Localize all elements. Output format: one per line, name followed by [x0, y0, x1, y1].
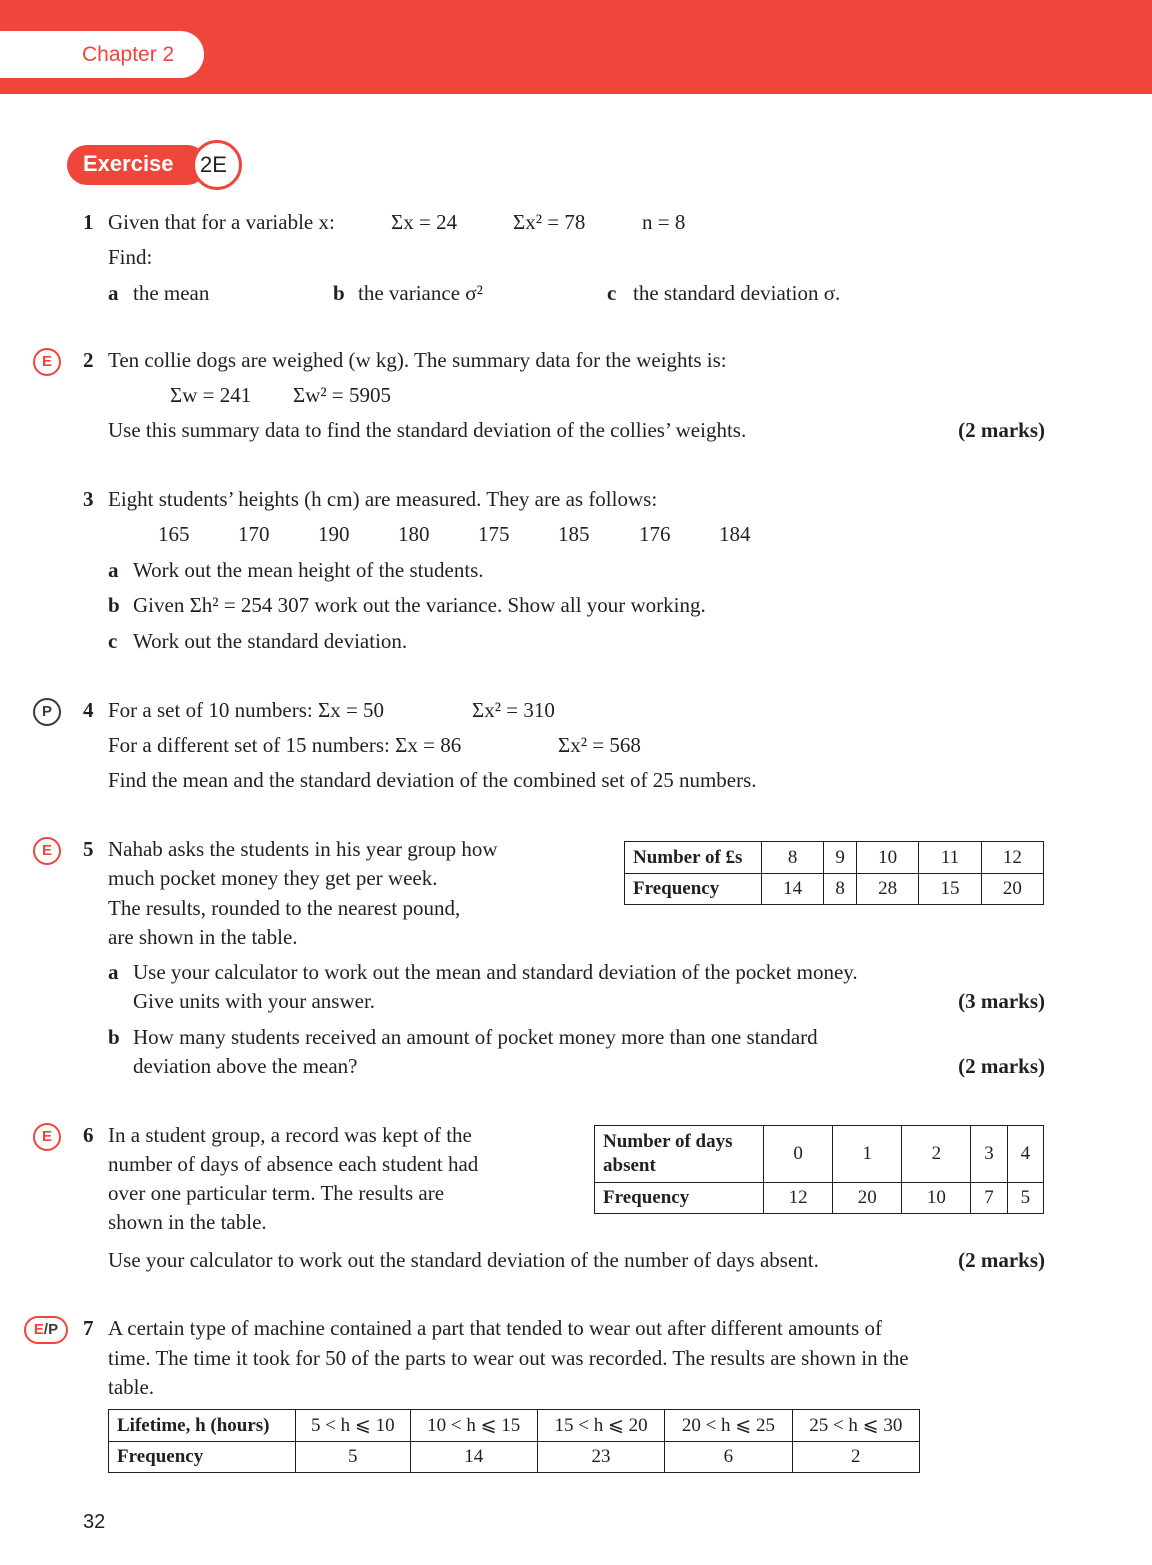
q1-part-b-letter: b — [333, 281, 345, 305]
q1-find: Find: — [108, 245, 153, 269]
q5-text-line: The results, rounded to the nearest pound, — [108, 896, 461, 920]
table-cell: 1 — [833, 1126, 902, 1183]
q4-line2: For a different set of 15 numbers: Σx = 86 — [108, 733, 462, 757]
q6-text-line: shown in the table. — [108, 1210, 267, 1234]
q6-text-line: In a student group, a record was kept of the — [108, 1123, 472, 1147]
q7-exam-problem-badge — [24, 1316, 68, 1344]
q2-line1: Ten collie dogs are weighed (w kg). The summary data for the weights is: — [108, 348, 727, 372]
table-cell: 28 — [857, 874, 919, 905]
q3-part-a-letter: a — [108, 558, 119, 582]
q6-line: Use your calculator to work out the standard deviation of the number of days absent. — [108, 1248, 819, 1272]
q3-part-a: Work out the mean height of the students. — [133, 558, 484, 582]
q2-marks: (2 marks) — [958, 418, 1045, 442]
table-header-cell: Frequency — [109, 1442, 296, 1473]
table-cell: 14 — [410, 1442, 537, 1473]
q5-number: 5 — [83, 837, 94, 861]
q6-absence-table — [594, 1125, 1044, 1214]
table-header-cell: Number of £s — [625, 842, 762, 874]
q1-part-c: the standard deviation σ. — [633, 281, 841, 305]
table-cell: 5 — [296, 1442, 411, 1473]
q6-text-line: number of days of absence each student had — [108, 1152, 479, 1176]
exercise-number: 2E — [200, 152, 227, 177]
q2-line3: Use this summary data to find the standard deviation of the collies’ weights. — [108, 418, 747, 442]
q3-height: 184 — [719, 522, 751, 546]
q5-text-line: Nahab asks the students in his year group how — [108, 837, 498, 861]
q2-sum-w2: Σw² = 5905 — [293, 383, 392, 407]
q7-text-line: A certain type of machine contained a part that tended to wear out after different amounts of — [108, 1316, 882, 1340]
q1-number: 1 — [83, 210, 94, 234]
q3-part-c: Work out the standard deviation. — [133, 629, 408, 653]
q7-badge-p: P — [48, 1321, 59, 1338]
q4-line2b: Σx² = 568 — [558, 733, 641, 757]
table-cell: 2 — [902, 1126, 971, 1183]
table-cell: 3 — [971, 1126, 1007, 1183]
q2-sum-w: Σw = 241 — [170, 383, 252, 407]
q6-exam-badge: E — [33, 1123, 61, 1151]
q1-sum-x2: Σx² = 78 — [513, 210, 586, 234]
q1-part-a-letter: a — [108, 281, 119, 305]
table-cell: 2 — [792, 1442, 919, 1473]
q3-line1: Eight students’ heights (h cm) are measured. They are as follows: — [108, 487, 658, 511]
table-cell: 12 — [981, 842, 1043, 874]
table-cell: 5 — [1007, 1183, 1043, 1214]
q7-text-line: table. — [108, 1375, 155, 1399]
q4-number: 4 — [83, 698, 94, 722]
table-cell: 10 < h ⩽ 15 — [410, 1410, 537, 1442]
table-cell: 11 — [919, 842, 981, 874]
q1-sum-x: Σx = 24 — [391, 210, 458, 234]
q5-text-line: are shown in the table. — [108, 925, 298, 949]
table-header-line: absent — [603, 1155, 656, 1176]
q5-exam-badge: E — [33, 837, 61, 865]
q1-part-b: the variance σ² — [358, 281, 483, 305]
q2-exam-badge: E — [33, 348, 61, 376]
q1-part-c-letter: c — [607, 281, 617, 305]
q5-part-b-letter: b — [108, 1025, 120, 1049]
table-header-cell: Frequency — [625, 874, 762, 905]
q3-height: 190 — [318, 522, 350, 546]
table-header-line: Number of days — [603, 1131, 733, 1152]
exercise-label: Exercise — [83, 151, 174, 176]
q5-pocket-money-table — [624, 841, 1044, 905]
table-cell: 23 — [537, 1442, 664, 1473]
q2-number: 2 — [83, 348, 94, 372]
table-header-cell: Lifetime, h (hours) — [109, 1410, 296, 1442]
q5-part-a-marks: (3 marks) — [958, 989, 1045, 1013]
q3-part-b-letter: b — [108, 593, 120, 617]
q7-text-line: time. The time it took for 50 of the parts to wear out was recorded. The results are shown in the — [108, 1346, 909, 1370]
q3-part-b: Given Σh² = 254 307 work out the variance. Show all your working. — [133, 593, 706, 617]
table-cell: 6 — [665, 1442, 792, 1473]
table-header-cell: Frequency — [595, 1183, 764, 1214]
q3-height: 176 — [639, 522, 671, 546]
q4-problem-badge: P — [33, 698, 61, 726]
table-cell: 7 — [971, 1183, 1007, 1214]
q5-text-line: much pocket money they get per week. — [108, 866, 438, 890]
q4-line1: For a set of 10 numbers: Σx = 50 — [108, 698, 385, 722]
q4-line3: Find the mean and the standard deviation of the combined set of 25 numbers. — [108, 768, 757, 792]
q7-badge-e: E — [33, 1321, 44, 1338]
q3-height: 185 — [558, 522, 590, 546]
table-cell: 8 — [824, 874, 857, 905]
q5-part-a-line1: Use your calculator to work out the mean and standard deviation of the pocket money. — [133, 960, 858, 984]
q6-marks: (2 marks) — [958, 1248, 1045, 1272]
q5-part-b-line2: deviation above the mean? — [133, 1054, 358, 1078]
table-cell: 15 — [919, 874, 981, 905]
table-cell: 12 — [764, 1183, 833, 1214]
table-cell: 0 — [764, 1126, 833, 1183]
chapter-label: Chapter 2 — [82, 43, 175, 66]
q3-height: 180 — [398, 522, 430, 546]
q5-part-a-line2: Give units with your answer. — [133, 989, 376, 1013]
q3-number: 3 — [83, 487, 94, 511]
table-cell: 20 — [833, 1183, 902, 1214]
table-cell: 10 — [902, 1183, 971, 1214]
q4-line1b: Σx² = 310 — [472, 698, 555, 722]
table-cell: 10 — [857, 842, 919, 874]
page-number: 32 — [83, 1511, 106, 1533]
table-cell: 9 — [824, 842, 857, 874]
table-cell: 8 — [762, 842, 824, 874]
q7-number: 7 — [83, 1316, 94, 1340]
q3-height: 175 — [478, 522, 510, 546]
table-cell: 20 — [981, 874, 1043, 905]
q3-height: 165 — [158, 522, 190, 546]
q1-line1: Given that for a variable x: — [108, 210, 335, 234]
q5-part-b-line1: How many students received an amount of pocket money more than one standard — [133, 1025, 818, 1049]
q5-part-b-marks: (2 marks) — [958, 1054, 1045, 1078]
q3-height: 170 — [238, 522, 270, 546]
table-cell: 14 — [762, 874, 824, 905]
q7-lifetime-table — [108, 1409, 920, 1473]
q3-part-c-letter: c — [108, 629, 118, 653]
table-cell: 25 < h ⩽ 30 — [792, 1410, 919, 1442]
table-header-cell — [595, 1126, 764, 1183]
q5-part-a-letter: a — [108, 960, 119, 984]
table-cell: 4 — [1007, 1126, 1043, 1183]
table-cell: 15 < h ⩽ 20 — [537, 1410, 664, 1442]
q7-badge-slash: / — [43, 1321, 49, 1338]
table-cell: 20 < h ⩽ 25 — [665, 1410, 792, 1442]
q1-n: n = 8 — [642, 210, 686, 234]
q6-text-line: over one particular term. The results are — [108, 1181, 445, 1205]
q1-part-a: the mean — [133, 281, 210, 305]
q6-number: 6 — [83, 1123, 94, 1147]
table-cell: 5 < h ⩽ 10 — [296, 1410, 411, 1442]
